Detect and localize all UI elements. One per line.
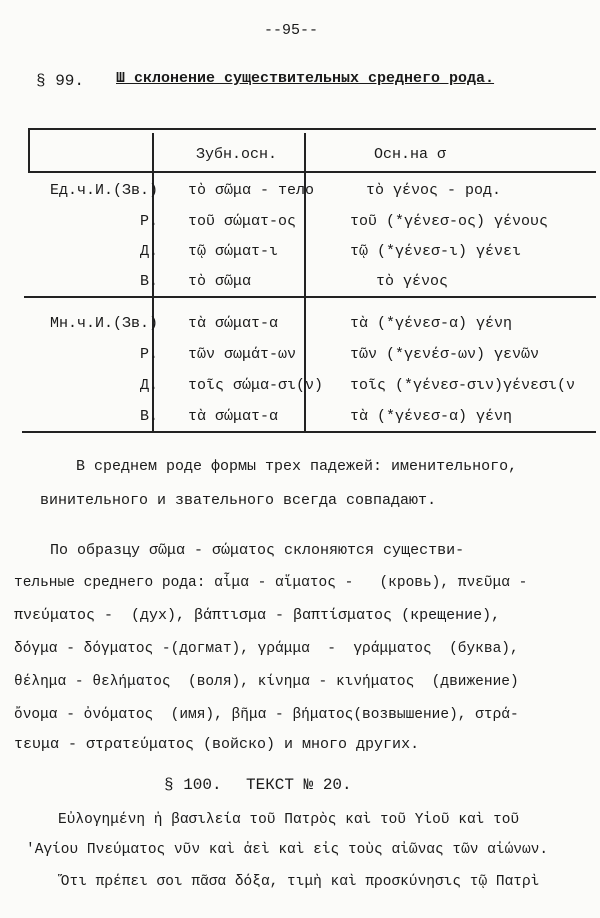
- page-number: --95--: [264, 22, 319, 39]
- paragraph-line: δόγμα - δόγματος -(догмат), γράμμα - γράμματος (буква),: [14, 641, 519, 657]
- case-label: В.: [139, 408, 158, 425]
- section-99-number: § 99.: [36, 72, 85, 90]
- paragraph-line: ὄνομα - ὀνόματος (имя), βῆμα - βήματος(возвышение), στρά-: [14, 707, 519, 723]
- sigma-form: τοῦ (*γένεσ-ος) γένους: [350, 213, 549, 230]
- header-sigma-stem: Осн.на σ: [374, 146, 447, 163]
- paragraph-line: винительного и звательного всегда совпадают.: [40, 492, 437, 509]
- case-label: Д.: [139, 377, 158, 394]
- dental-form: τὰ σώματ-α: [188, 315, 279, 332]
- paragraph-line: τευμα - στρατεύματος (войско) и много других.: [14, 736, 420, 753]
- sigma-form: τῶν (*γενέσ-ων) γενῶν: [350, 346, 540, 363]
- sigma-form: τὸ γένος: [376, 273, 449, 290]
- sigma-form: τὰ (*γένεσ-α) γένη: [350, 408, 513, 425]
- sigma-form: τὸ γένος - род.: [366, 182, 502, 199]
- section-100-number: § 100.: [164, 776, 222, 794]
- case-label: Р.: [139, 346, 158, 363]
- paragraph-line: По образцу σῶμα - σώματος склоняются существи-: [14, 542, 465, 559]
- sigma-form: τοῖς (*γένεσ-σιν)γένεσι(ν: [350, 377, 576, 394]
- case-label: Р.: [139, 213, 158, 230]
- dental-form: τὸ σῶμα: [188, 273, 252, 290]
- section-100-title: ТЕКСТ № 20.: [246, 776, 352, 794]
- dental-form: τὸ σῶμα - тело: [188, 182, 315, 199]
- paragraph-line: θέλημα - θελήματος (воля), κίνημα - κινήματος (движение): [14, 674, 519, 690]
- sigma-form: τῷ (*γένεσ-ι) γένει: [350, 243, 522, 260]
- greek-line: Εὐλογημένη ἡ βασιλεία τοῦ Πατρὸς καὶ τοῦ Υἱοῦ καὶ τοῦ: [58, 812, 520, 828]
- paragraph-line: πνεύματος - (дух), βάπτισμα - βαπτίσματος (крещение),: [14, 607, 501, 624]
- dental-form: τῶν σωμάτ-ων: [188, 346, 297, 363]
- dental-form: τῷ σώματ-ι: [188, 243, 279, 260]
- case-label: Ед.ч.И.(Зв.): [49, 182, 158, 199]
- paragraph-line: В среднем роде формы трех падежей: именительного,: [40, 458, 518, 475]
- sigma-form: τὰ (*γένεσ-α) γένη: [350, 315, 513, 332]
- header-dental-stem: Зубн.осн.: [196, 146, 278, 163]
- section-99-title: Ш склонение существительных среднего рода.: [116, 70, 495, 87]
- dental-form: τοῖς σώμα-σι(ν): [188, 377, 324, 394]
- greek-line: 'Αγίου Πνεύματος νῦν καὶ ἀεὶ καὶ εἰς τοὺς αἰῶνας τῶν αἰώνων.: [26, 842, 549, 858]
- case-label: В.: [139, 273, 158, 290]
- greek-line: Ὅτι πρέπει σοι πᾶσα δόξα, τιμὴ καὶ προσκύνησις τῷ Πατρὶ: [26, 874, 540, 890]
- case-label: Д.: [139, 243, 158, 260]
- dental-form: τοῦ σώματ-ος: [188, 213, 297, 230]
- dental-form: τὰ σώματ-α: [188, 408, 279, 425]
- case-label: Мн.ч.И.(Зв.): [49, 315, 158, 332]
- paragraph-line: тельные среднего рода: αἷμα - αἵματος - (кровь), πνεῦμα -: [14, 575, 528, 591]
